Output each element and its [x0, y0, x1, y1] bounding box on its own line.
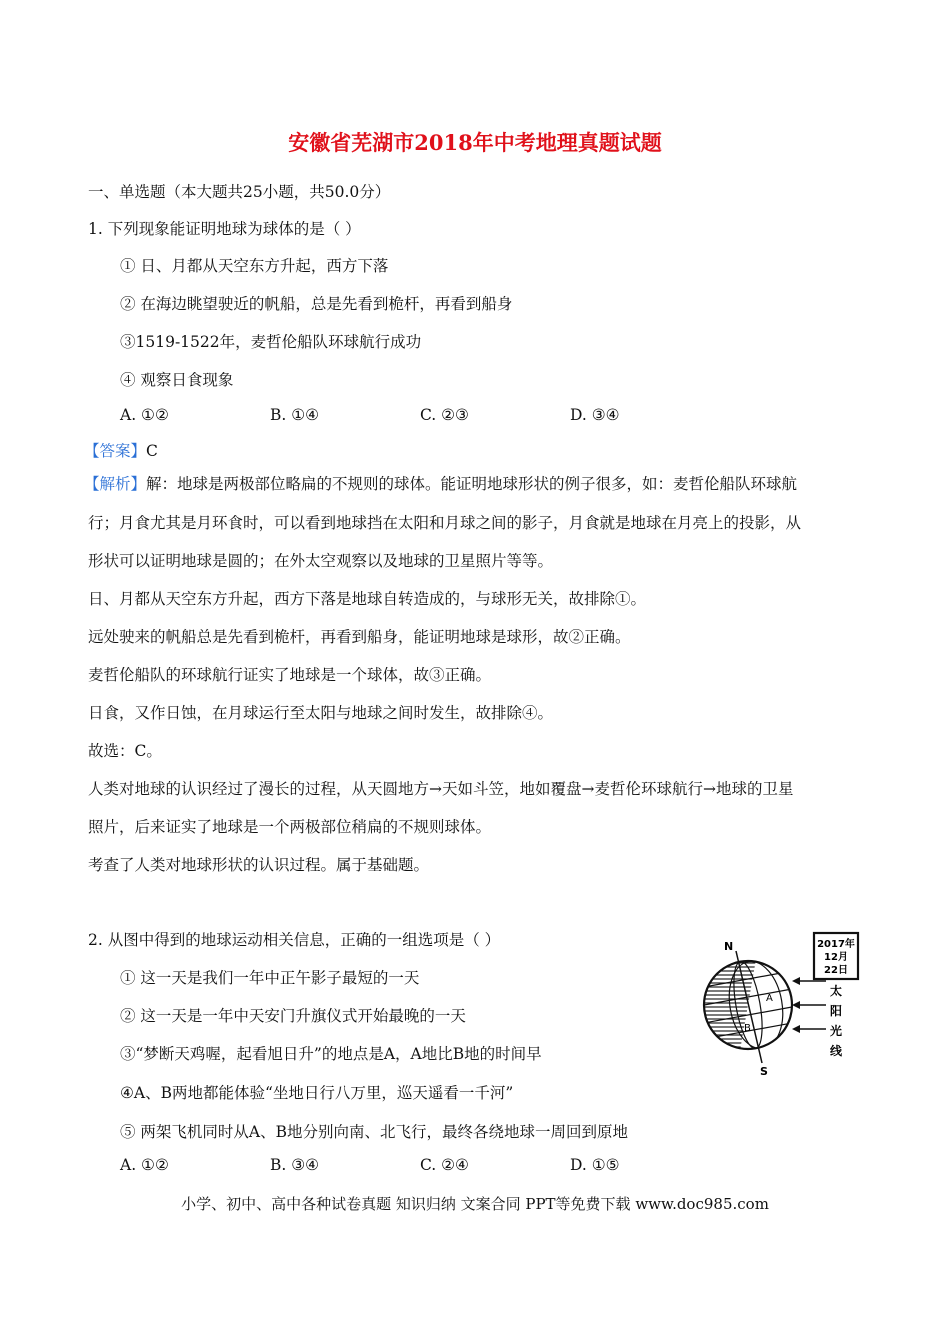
- point-a-label: A: [766, 993, 773, 1004]
- q1-stem: 1. 下列现象能证明地球为球体的是（ ）: [88, 220, 361, 238]
- q1-analysis-line-11: 考查了人类对地球形状的认识过程。属于基础题。: [88, 856, 430, 874]
- q1-option-a: A. ①②: [120, 406, 169, 424]
- arrow-heads: [792, 977, 800, 1033]
- analysis-tag: 【解析】: [84, 475, 147, 493]
- q1-analysis-line-2: 行；月食尤其是月环食时，可以看到地球挡在太阳和月球之间的影子，月食就是地球在月亮上的投影，从: [88, 514, 802, 532]
- south-label: S: [760, 1065, 768, 1075]
- q1-item-1: ① 日、月都从天空东方升起，西方下落: [120, 257, 389, 275]
- q1-option-d: D. ③④: [570, 406, 620, 424]
- answer-value: C: [146, 442, 158, 460]
- q1-answer: [84, 441, 158, 461]
- sunlight-label-3: 光: [829, 1024, 843, 1038]
- q2-option-d: D. ①⑤: [570, 1156, 620, 1174]
- page-footer: 小学、初中、高中各种试卷真题 知识归纳 文案合同 PPT等免费下载 www.doc985.com: [181, 1195, 769, 1213]
- q2-option-b: B. ③④: [270, 1156, 320, 1174]
- q2-item-4: ④A、B两地都能体验“坐地日行八万里，巡天遥看一千河”: [120, 1084, 514, 1102]
- sunlight-label-2: 阳: [829, 1004, 843, 1018]
- q2-item-1: ① 这一天是我们一年中正午影子最短的一天: [120, 969, 420, 987]
- q1-analysis-line-3: 形状可以证明地球是圆的；在外太空观察以及地球的卫星照片等等。: [88, 552, 554, 570]
- q2-option-a: A. ①②: [120, 1156, 169, 1174]
- sunlight-arrows: [798, 981, 826, 1029]
- q1-analysis-line-9: 人类对地球的认识经过了漫长的过程，从天圆地方→天如斗笠，地如覆盘→麦哲伦环球航行→地球的卫星: [88, 780, 794, 798]
- q1-analysis-line-6: 麦哲伦船队的环球航行证实了地球是一个球体，故③正确。: [88, 666, 492, 684]
- north-label: N: [724, 940, 734, 953]
- point-b-label: B: [744, 1023, 751, 1034]
- sunlight-label-4: 线: [829, 1044, 843, 1058]
- q1-item-2: ② 在海边眺望驶近的帆船，总是先看到桅杆，再看到船身: [120, 295, 513, 313]
- calendar-month: 12月: [824, 952, 848, 963]
- q1-option-b: B. ①④: [270, 406, 320, 424]
- q2-item-2: ② 这一天是一年中天安门升旗仪式开始最晚的一天: [120, 1007, 466, 1025]
- sunlight-label-1: 太: [829, 984, 843, 998]
- q1-item-3: ③1519-1522年，麦哲伦船队环球航行成功: [120, 333, 422, 351]
- q1-analysis-line-7: 日食，又作日蚀，在月球运行至太阳与地球之间时发生，故排除④。: [88, 704, 554, 722]
- analysis-text: 解：地球是两极部位略扁的不规则的球体。能证明地球形状的例子很多，如：麦哲伦船队环球航: [146, 475, 798, 493]
- earth-illumination-figure: [700, 925, 875, 1075]
- page-title: 安徽省芜湖市2018年中考地理真题试题: [288, 130, 662, 155]
- q1-analysis-line-10: 照片，后来证实了地球是一个两极部位稍扁的不规则球体。: [88, 818, 492, 836]
- q1-analysis-line-4: 日、月都从天空东方升起，西方下落是地球自转造成的，与球形无关，故排除①。: [88, 590, 647, 608]
- q2-stem: 2. 从图中得到的地球运动相关信息，正确的一组选项是（ ）: [88, 931, 501, 949]
- calendar-day: 22日: [824, 965, 848, 976]
- section-heading: 一、单选题（本大题共25小题，共50.0分）: [88, 183, 391, 201]
- calendar-year: 2017年: [817, 939, 855, 950]
- q1-option-c: C. ②③: [420, 406, 469, 424]
- answer-tag: 【答案】: [84, 442, 147, 460]
- q2-option-c: C. ②④: [420, 1156, 469, 1174]
- q1-analysis-line-1: [84, 474, 797, 494]
- q1-analysis-line-8: 故选：C。: [88, 742, 162, 760]
- q1-item-4: ④ 观察日食现象: [120, 371, 234, 389]
- q2-item-3: ③“梦断天鸡喔，起看旭日升”的地点是A，A地比B地的时间早: [120, 1045, 542, 1063]
- q2-item-5: ⑤ 两架飞机同时从A、B地分别向南、北飞行，最终各绕地球一周回到原地: [120, 1123, 629, 1141]
- globe-diagram: [700, 925, 875, 1075]
- q1-analysis-line-5: 远处驶来的帆船总是先看到桅杆，再看到船身，能证明地球是球形，故②正确。: [88, 628, 631, 646]
